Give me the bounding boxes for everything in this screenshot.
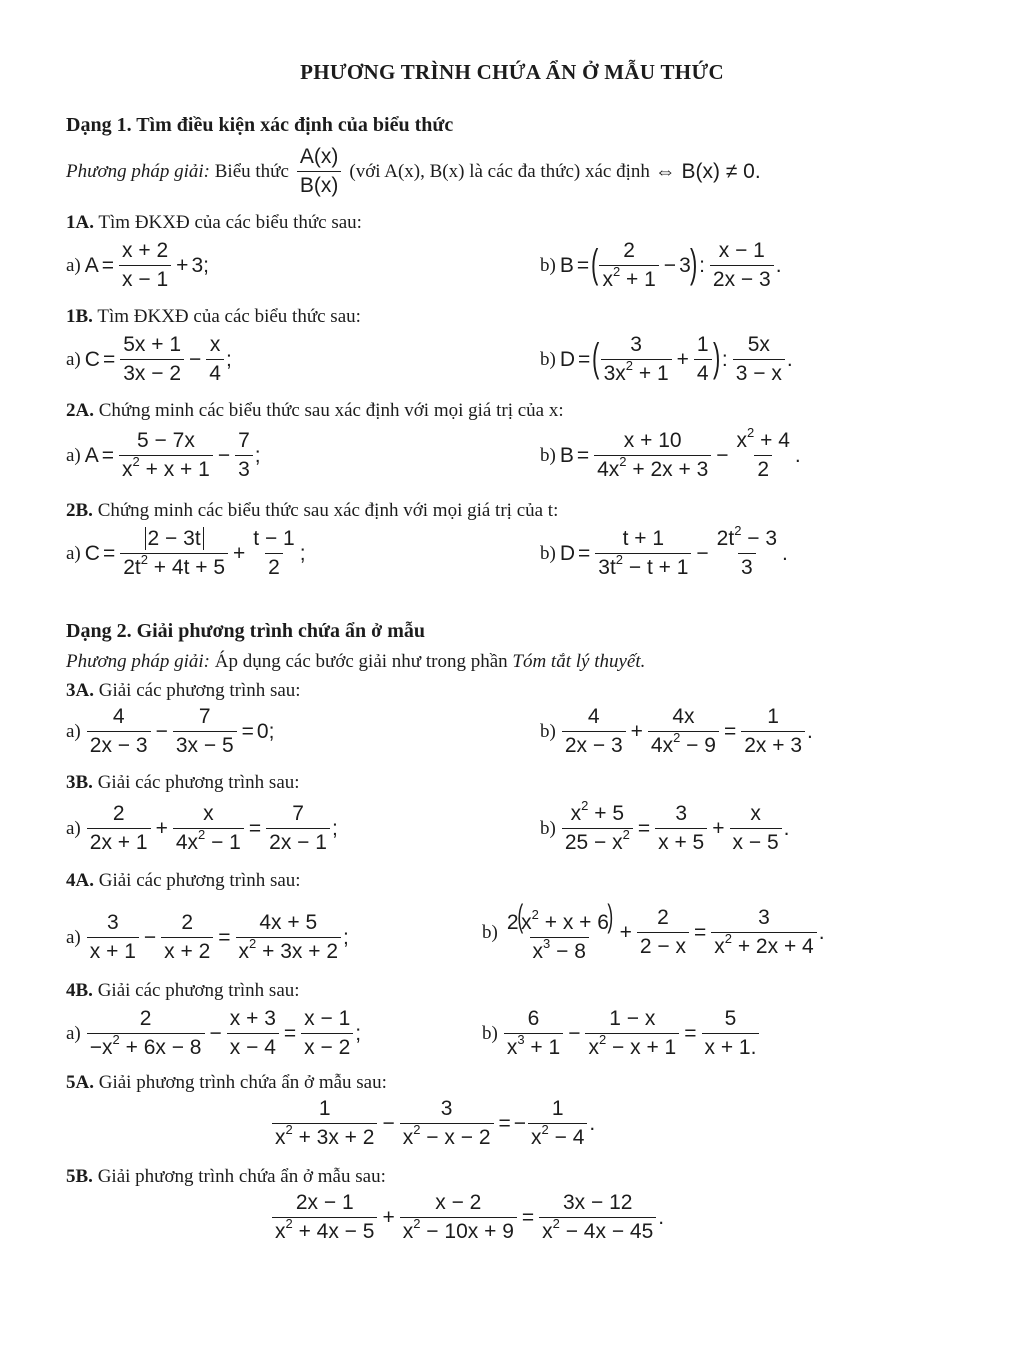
- problem-3A: 3A. Giải các phương trình sau:: [66, 680, 301, 701]
- expr-4B-b: b) $\frac{6}{x^3 + 1}$ − $\frac{1 - x}{x^2 - x + 1}$ = $\frac{5}{x + 1.}$: [482, 1008, 761, 1059]
- expr-5A: $\frac{1}{x^2 + 3x + 2}$ − $\frac{3}{x^2 - x - 2}$ = − $\frac{1}{x^2 - 4}$ .: [270, 1098, 595, 1149]
- expr-2A-b: b) B = $\frac{x + 10}{4x^2 + 2x + 3}$ − $\frac{x^2 + 4}{2}$ .: [540, 425, 801, 482]
- section-2-heading: Dạng 2. Giải phương trình chứa ẩn ở mẫu: [66, 620, 426, 642]
- problem-4A: 4A. Giải các phương trình sau:: [66, 870, 301, 891]
- section-1-heading: Dạng 1. Tìm điều kiện xác định của biểu thức: [66, 114, 454, 136]
- expr-1B-a: a) C = $\frac{5x + 1}{3x - 2}$ − $\frac{x}{4}$ ;: [66, 333, 232, 386]
- problem-5B: 5B. Giải phương trình chứa ẩn ở mẫu sau:: [66, 1166, 386, 1187]
- problem-4B: 4B. Giải các phương trình sau:: [66, 980, 300, 1001]
- problem-2A: 2A. Chứng minh các biểu thức sau xác định với mọi giá trị của x:: [66, 400, 564, 421]
- section-1-method: [66, 146, 761, 197]
- method-fraction: $\frac{A(x)}{B(x)}$: [295, 146, 344, 197]
- problem-1B: 1B. Tìm ĐKXĐ của các biểu thức sau:: [66, 306, 361, 327]
- expr-3A-a: a) $\frac{4}{2x - 3}$ − $\frac{7}{3x - 5}$ = 0;: [66, 705, 275, 758]
- expr-4A-b: b) $\frac{2(x^2 + x + 6)}{x^3 - 8}$ + $\frac{2}{2 - x}$ = $\frac{3}{x^2 + 2x + 4}$ .: [482, 898, 825, 964]
- expr-1A-a: a) A = $\frac{x + 2}{x - 1}$ + 3;: [66, 239, 209, 292]
- expr-4B-a: a) $\frac{2}{-x^2 + 6x - 8}$ − $\frac{x + 3}{x - 4}$ = $\frac{x - 1}{x - 2}$ ;: [66, 1007, 362, 1060]
- expr-5B: $\frac{2x - 1}{x^2 + 4x - 5}$ + $\frac{x - 2}{x^2 - 10x + 9}$ = $\frac{3x - 12}{x^2 - 4x - 45}$ .: [270, 1192, 664, 1243]
- expr-1A-b: b) B = ( $\frac{2}{x^2 + 1}$ − 3 ) : $\frac{x - 1}{2x - 3}$ .: [540, 239, 782, 292]
- expr-2B-a: a) C = $\frac{2 - 3t}{2t^2 + 4t + 5}$ + $\frac{t - 1}{2}$ ;: [66, 527, 306, 580]
- expr-4A-a: a) $\frac{3}{x + 1}$ − $\frac{2}{x + 2}$ = $\frac{4x + 5}{x^2 + 3x + 2}$ ;: [66, 911, 349, 964]
- expr-2B-b: b) D = $\frac{t + 1}{3t^2 - t + 1}$ − $\frac{2t^2 - 3}{3}$ .: [540, 523, 788, 580]
- problem-5A: 5A. Giải phương trình chứa ẩn ở mẫu sau:: [66, 1072, 387, 1093]
- method-text-2: (với A(x), B(x) là các đa thức) xác định: [349, 160, 650, 182]
- method-condition: ⇔ B(x) ≠ 0.: [654, 159, 761, 183]
- expr-3A-b: b) $\frac{4}{2x - 3}$ + $\frac{4x}{4x^2 - 9}$ = $\frac{1}{2x + 3}$ .: [540, 705, 813, 758]
- expr-2A-a: a) A = $\frac{5 - 7x}{x^2 + x + 1}$ − $\frac{7}{3}$ ;: [66, 429, 261, 482]
- expr-3B-b: b) $\frac{x^2 + 5}{25 - x^2}$ = $\frac{3}{x + 5}$ + $\frac{x}{x - 5}$ .: [540, 798, 790, 855]
- problem-1A: 1A. Tìm ĐKXĐ của các biểu thức sau:: [66, 212, 362, 233]
- method-text-1: Biểu thức: [214, 160, 289, 182]
- problem-2B: 2B. Chứng minh các biểu thức sau xác định với mọi giá trị của t:: [66, 500, 559, 521]
- expr-3B-a: a) $\frac{2}{2x + 1}$ + $\frac{x}{4x^2 - 1}$ = $\frac{7}{2x - 1}$ ;: [66, 802, 338, 855]
- method-label: Phương pháp giải:: [66, 160, 210, 182]
- problem-3B: 3B. Giải các phương trình sau:: [66, 772, 300, 793]
- page-title: PHƯƠNG TRÌNH CHỨA ẨN Ở MẪU THỨC: [300, 60, 724, 84]
- expr-1B-b: b) D = ( $\frac{3}{3x^2 + 1}$ + $\frac{1}{4}$ ) : $\frac{5x}{3 - x}$ .: [540, 333, 793, 386]
- section-2-method: Phương pháp giải: Áp dụng các bước giải như trong phần Tóm tắt lý thuyết.: [66, 651, 646, 672]
